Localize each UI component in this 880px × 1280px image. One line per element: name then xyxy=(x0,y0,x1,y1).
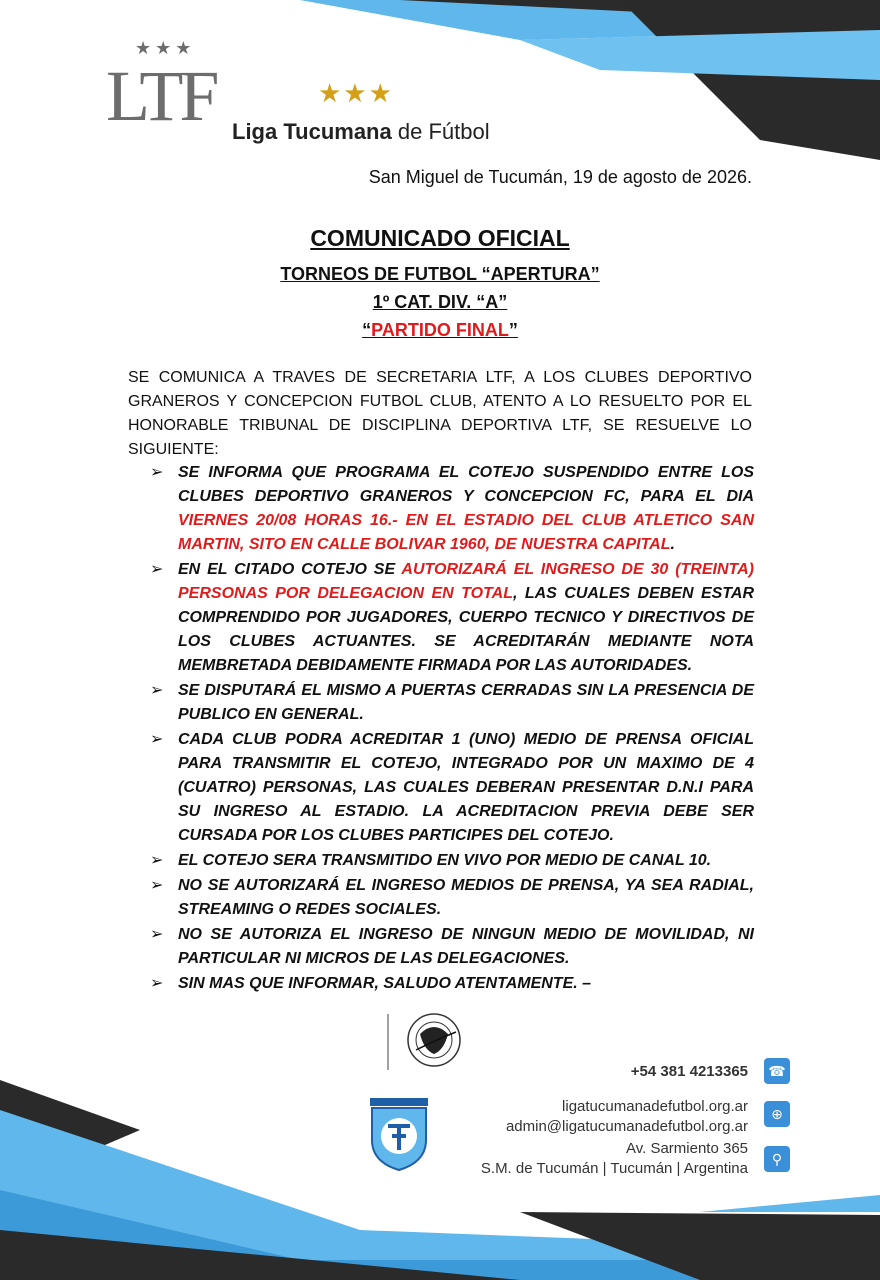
main-title: COMUNICADO OFICIAL xyxy=(310,225,570,251)
footer-address-line2: S.M. de Tucumán | Tucumán | Argentina xyxy=(480,1160,748,1177)
list-item xyxy=(150,728,754,848)
bullet-text: SE DISPUTARÁ EL MISMO A PUERTAS CERRADAS SIN LA PRESENCIA DE PUBLICO EN GENERAL. xyxy=(178,682,754,723)
arrow-bullet-icon: ➢ xyxy=(150,926,164,943)
list-item xyxy=(150,558,754,678)
list-item xyxy=(150,972,754,996)
subtitle-final xyxy=(0,316,880,344)
list-item xyxy=(150,849,754,873)
bullet-text-end: . xyxy=(670,536,675,553)
bullet-text: SE INFORMA QUE PROGRAMA EL COTEJO SUSPENDIDO ENTRE LOS CLUBES DEPORTIVO GRANEROS Y CONCEPCION FC, PARA EL DIA xyxy=(178,464,754,505)
gold-stars-icon: ★★★ xyxy=(318,78,394,108)
globe-icon: ⊕ xyxy=(764,1101,790,1127)
arrow-bullet-icon: ➢ xyxy=(150,852,164,869)
date-line: San Miguel de Tucumán, 19 de agosto de 2026. xyxy=(368,167,752,187)
brand-name-rest: de Fútbol xyxy=(397,119,490,144)
list-item xyxy=(150,874,754,922)
bullet-text-red: VIERNES 20/08 HORAS 16.- EN EL ESTADIO DEL CLUB ATLETICO SAN MARTIN, SITO EN CALLE BOLIVAR 1960, DE NUESTRA CAPITAL xyxy=(178,512,754,553)
map-pin-icon: ⚲ xyxy=(764,1146,790,1172)
title-block xyxy=(0,225,880,344)
arrow-bullet-icon: ➢ xyxy=(150,682,164,699)
bullet-text: CADA CLUB PODRA ACREDITAR 1 (UNO) MEDIO DE PRENSA OFICIAL PARA TRANSMITIR EL COTEJO, INTEGRADO POR UN MAXIMO DE 4 (CUATRO) PERSONAS, LAS CUALES DEBERAN PRESENTAR D.N.I PARA SU INGRESO AL ESTADIO. LA ACREDITACION PREVIA DEBE SER CURSADA POR LOS CLUBES PARTICIPES DEL COTEJO. xyxy=(178,731,754,844)
bottom-right-blue-tip xyxy=(700,1195,880,1212)
bullet-text: EN EL CITADO COTEJO SE xyxy=(178,561,402,578)
bullet-text: EL COTEJO SERA TRANSMITIDO EN VIVO POR MEDIO DE CANAL 10. xyxy=(178,852,712,869)
resolution-list xyxy=(150,461,754,997)
official-seal-stamp xyxy=(386,1010,478,1072)
footer-address-block xyxy=(481,1139,748,1179)
subtitle-final-red: PARTIDO FINAL xyxy=(371,320,509,340)
logo-small-stars: ★★★ xyxy=(135,38,196,58)
bullet-text: NO SE AUTORIZA EL INGRESO DE NINGUN MEDIO DE MOVILIDAD, NI PARTICULAR NI MICROS DE LAS DELEGACIONES. xyxy=(178,926,754,967)
bullet-text: NO SE AUTORIZARÁ EL INGRESO MEDIOS DE PRENSA, YA SEA RADIAL, STREAMING O REDES SOCIALES. xyxy=(178,877,754,918)
bullet-text: SIN MAS QUE INFORMAR, SALUDO ATENTAMENTE. – xyxy=(178,975,592,992)
arrow-bullet-icon: ➢ xyxy=(150,975,164,992)
top-right-dark-wedge xyxy=(620,0,880,160)
footer-address-line1: Av. Sarmiento 365 xyxy=(625,1140,748,1157)
list-item xyxy=(150,923,754,971)
bullet-text-end: , LAS CUALES DEBEN ESTAR COMPRENDIDO POR JUGADORES, CUERPO TECNICO Y DIRECTIVOS DE LOS CLUBES ACTUANTES. SE ACREDITARÁN MEDIANTE NOTA MEMBRETADA DEBIDAMENTE FIRMADA POR LAS AUTORIDADES. xyxy=(178,585,754,674)
bullet-text-red: AUTORIZARÁ EL INGRESO DE 30 (TREINTA) PERSONAS POR DELEGACION EN TOTAL xyxy=(178,561,754,602)
list-item xyxy=(150,679,754,727)
phone-icon: ☎ xyxy=(764,1058,790,1084)
subtitle-final-close: ” xyxy=(508,320,518,340)
intro-paragraph: SE COMUNICA A TRAVES DE SECRETARIA LTF, A LOS CLUBES DEPORTIVO GRANEROS Y CONCEPCION FUTBOL CLUB, ATENTO A LO RESUELTO POR EL HONORABLE TRIBUNAL DE DISCIPLINA DEPORTIVA LTF, SE RESUELVE LO SIGUIENTE: xyxy=(128,369,752,458)
arrow-bullet-icon: ➢ xyxy=(150,731,164,748)
arrow-bullet-icon: ➢ xyxy=(150,877,164,894)
subtitle-tournament: TORNEOS DE FUTBOL “APERTURA” xyxy=(280,264,600,284)
footer-phone: +54 381 4213365 xyxy=(630,1063,748,1080)
league-shield-logo xyxy=(368,1096,430,1172)
subtitle-category: 1º CAT. DIV. “A” xyxy=(372,292,508,312)
logo-letters: LTF xyxy=(106,56,216,136)
brand-name-bold: Liga Tucumana xyxy=(232,119,392,144)
footer-website: ligatucumanadefutbol.org.ar xyxy=(562,1098,748,1115)
subtitle-final-open: “ xyxy=(362,320,372,340)
list-item xyxy=(150,461,754,557)
footer-web-block xyxy=(506,1097,748,1137)
arrow-bullet-icon: ➢ xyxy=(150,561,164,578)
brand-name xyxy=(232,119,490,145)
arrow-bullet-icon: ➢ xyxy=(150,464,164,481)
footer-email: admin@ligatucumanadefutbol.org.ar xyxy=(505,1118,748,1135)
